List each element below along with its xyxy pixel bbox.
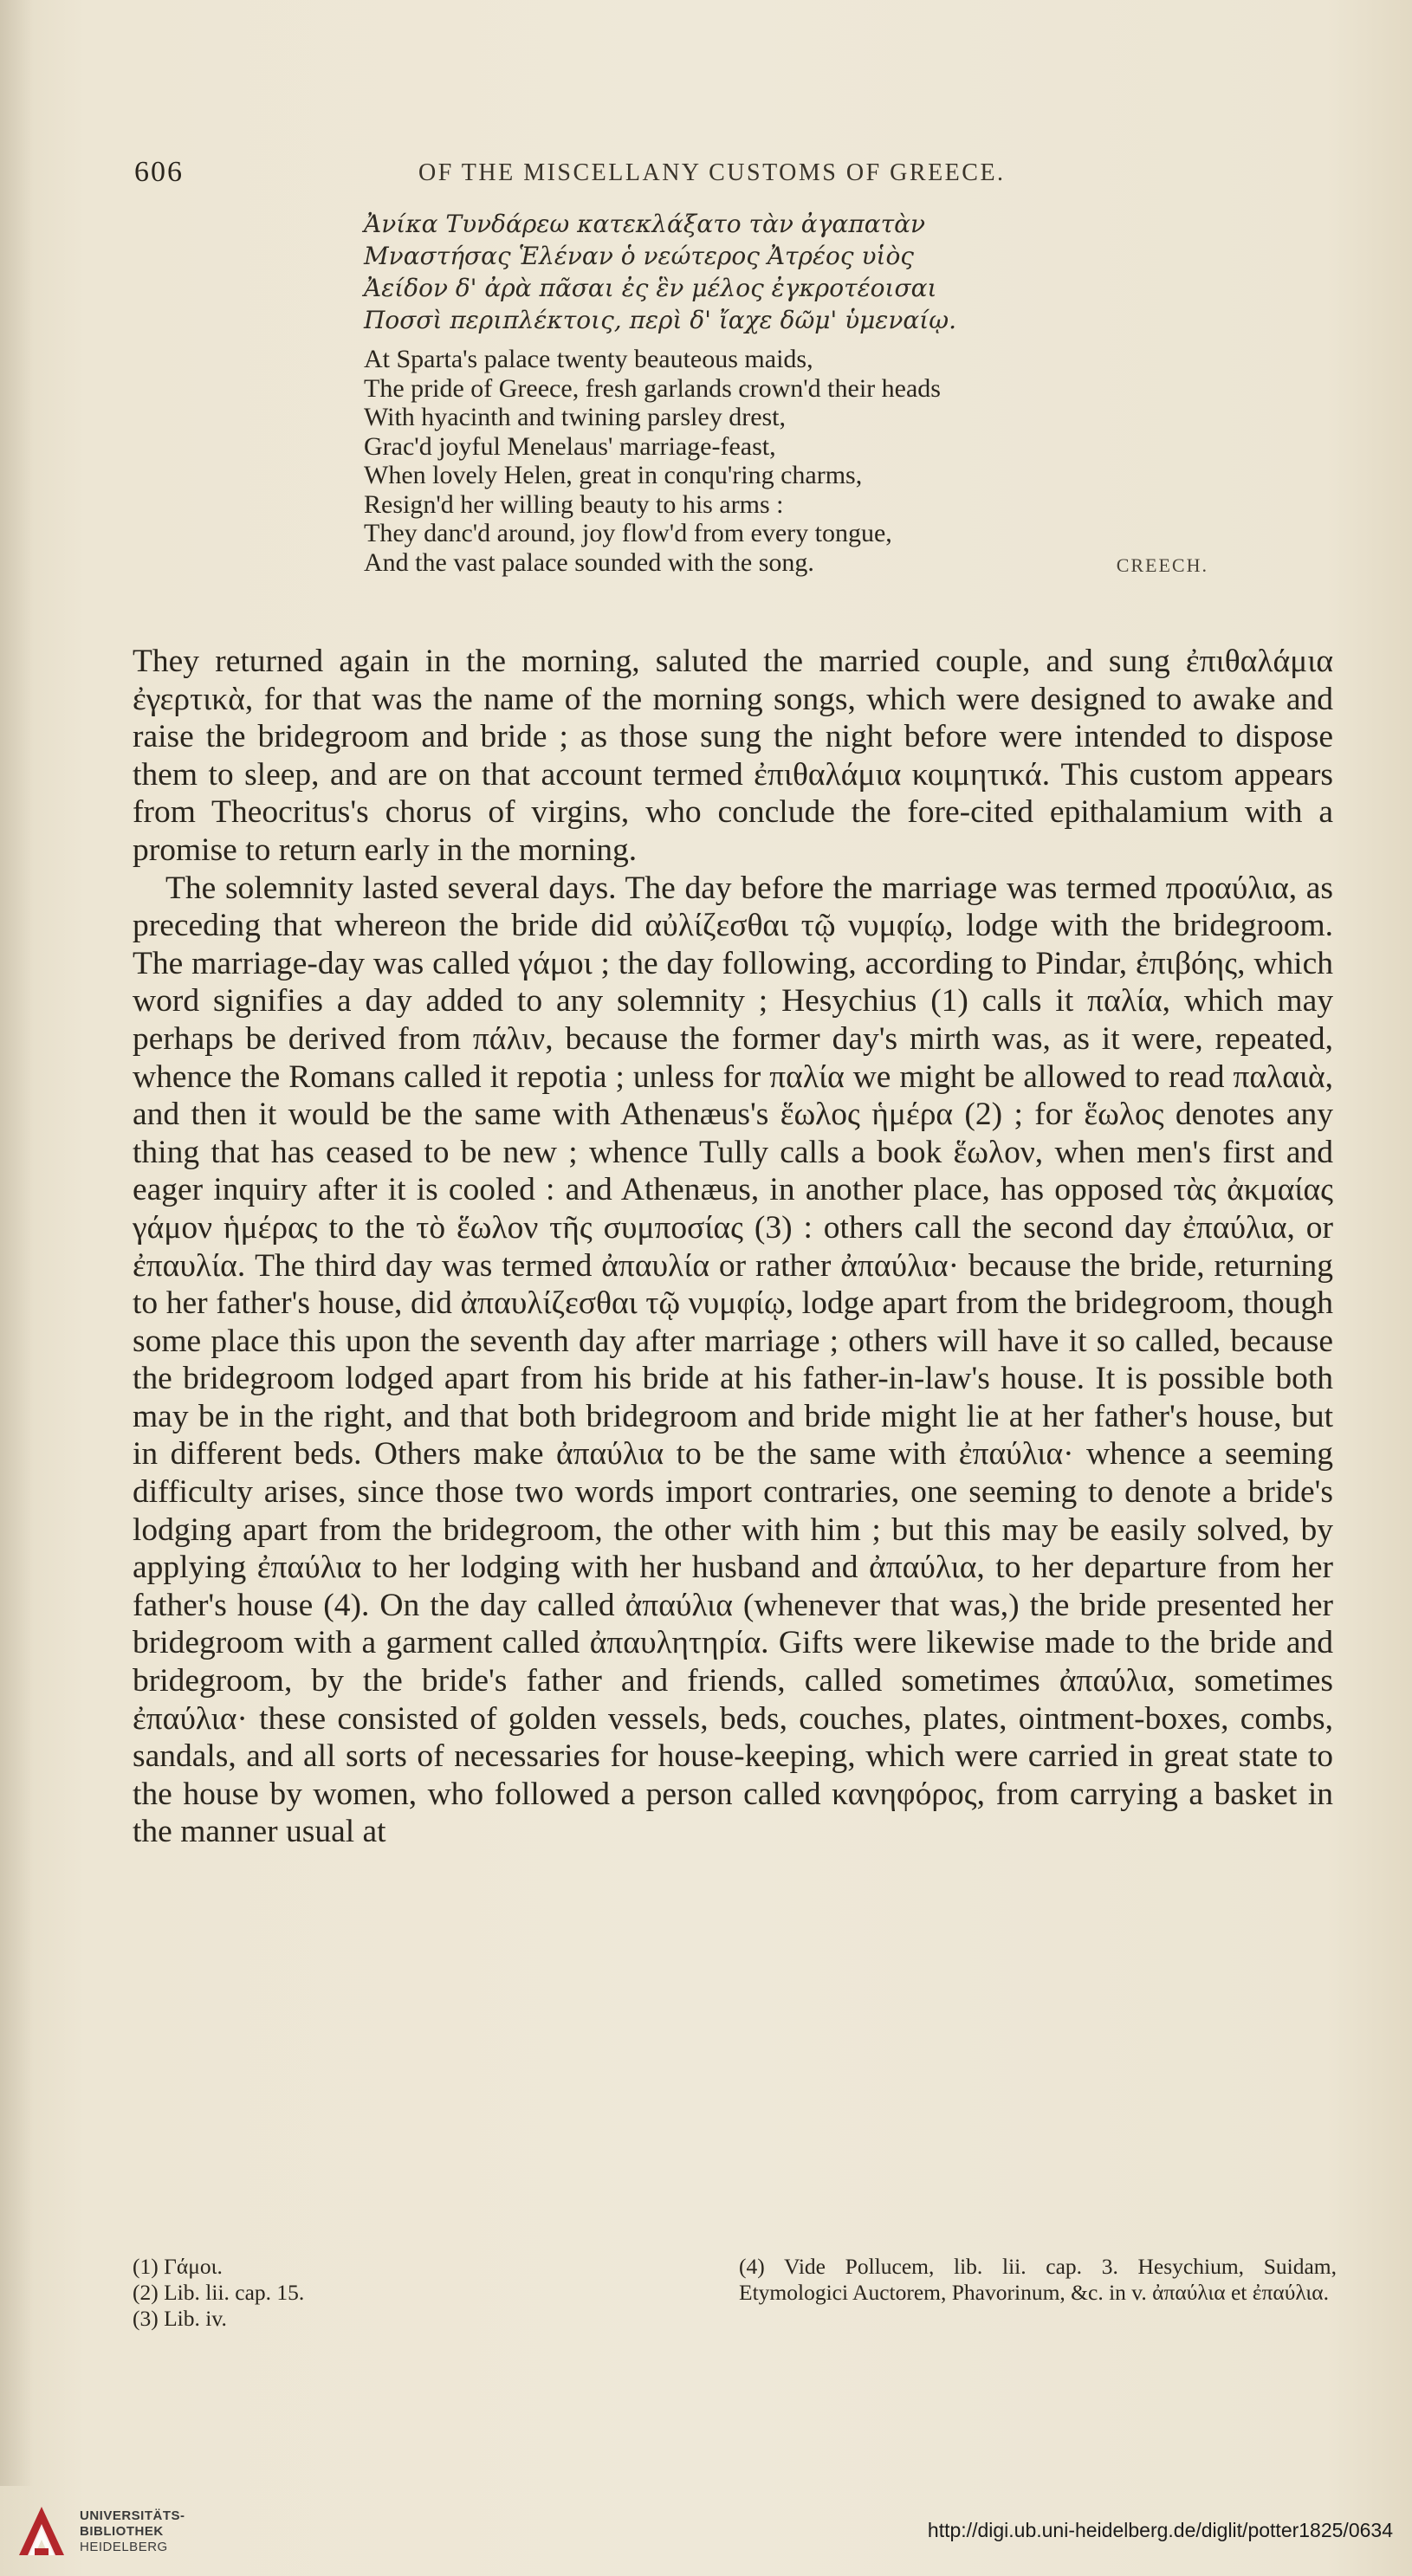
greek-verse-line: Ἀείδον δ' ἀρὰ πᾶσαι ἐς ἓν μέλος ἐγκροτέοισαι [364, 274, 937, 302]
english-verse-line: Resign'd her willing beauty to his arms : [364, 489, 784, 519]
english-verse-line: The pride of Greece, fresh garlands crown'd their heads [364, 373, 941, 403]
library-logo[interactable] [16, 2502, 206, 2562]
english-verse-line: At Sparta's palace twenty beauteous maids, [364, 345, 813, 373]
english-verse-line: When lovely Helen, great in conqu'ring charms, [364, 461, 863, 489]
paragraph: They returned again in the morning, saluted the married couple, and sung ἐπιθαλάμια ἐγερτικὰ, for that was the name of the morning songs, which were designed to awake and raise the bridegroom and bride ; as those sung the night before were intended to dispose them to sleep, and are on that account termed ἐπιθαλάμια κοιμητικά. This custom appears from Theocritus's chorus of virgins, who conclude the fore-cited epithalamium with a promise to return early in the morning. [133, 644, 1333, 868]
footnotes-left-column [133, 2254, 583, 2332]
body-text [133, 643, 1333, 1851]
library-logo-icon [16, 2502, 68, 2559]
verse-credit: CREECH. [1116, 554, 1208, 576]
greek-verse [364, 208, 1230, 336]
library-name-line: HEIDELBERG [80, 2540, 168, 2554]
running-title: OF THE MISCELLANY CUSTOMS OF GREECE. [418, 159, 1006, 186]
footnote: (2) Lib. lii. cap. 15. [133, 2280, 305, 2305]
footnotes-right-column [739, 2254, 1337, 2306]
paragraph: The solemnity lasted several days. The day before the marriage was termed προαύλια, as preceding that whereon the bride did αὐλίζεσθαι τῷ νυμφίῳ, lodge with the bridegroom. The marriage-day was called γάμοι ; the day following, according to Pindar, ἐπιβόης, which word signifies a day added to any solemnity ; Hesychius (1) calls it παλία, which may perhaps be derived from πάλιν, because the former day's mirth was, as it were, repeated, whence the Romans called it repotia ; unless for παλία we might be allowed to read παλαιὰ, and then it would be the same with Athenæus's ἕωλος ἡμέρα (2) ; for ἕωλος denotes any thing that has ceased to be new ; whence Tully calls a book ἕωλον, when men's first and eager inquiry after it is cooled : and Athenæus, in another place, has opposed τὰς ἀκμαίας γάμον ἡμέρας to the τὸ ἕωλον τῆς συμποσίας (3) : others call the second day ἐπαύλια, or ἐπαυλία. The third day was termed ἀπαυλία or rather ἀπαύλια· because the bride, returning to her father's house, did ἀπαυλίζεσθαι τῷ νυμφίῳ, lodge apart from the bridegroom, though some place this upon the seventh day after marriage ; others will have it so called, because the bridegroom lodged apart from his bride at his father-in-law's house. It is possible both may be in the right, and that both bridegroom and bride might lie at her father's house, but in different beds. Others make ἀπαύλια to be the same with ἐπαύλια· whence a seeming difficulty arises, since those two words import contraries, one seeming to denote a bride's lodging apart from the bridegroom, the other with him ; but this may be easily solved, by applying ἐπαύλια to her lodging with her husband and ἀπαύλια, to her departure from her father's house (4). On the day called ἀπαύλια (whenever that was,) the bride presented her bridegroom with a garment called ἀπαυλητηρία. Gifts were likewise made to the bride and bridegroom, by the bride's father and friends, called sometimes ἀπαύλια, sometimes ἐπαύλια· these consisted of golden vessels, beds, couches, plates, ointment-boxes, combs, sandals, and all sorts of necessaries for house-keeping, which were carried in great state to the house by women, who followed a person called κανηφόρος, from carrying a basket in the manner usual at [133, 870, 1333, 1850]
english-verse-line: Grac'd joyful Menelaus' marriage-feast, [364, 431, 776, 461]
library-name-line: BIBLIOTHEK [80, 2524, 164, 2539]
english-verse [364, 345, 1230, 577]
footnote: (1) Γάμοι. [133, 2254, 223, 2279]
verse-quotation [364, 208, 1230, 577]
library-name-line: UNIVERSITÄTS- [80, 2508, 185, 2523]
greek-verse-line: Μναστήσας Ἑλέναν ὁ νεώτερος Ἀτρέος υἱὸς [364, 242, 914, 270]
english-verse-line: With hyacinth and twining parsley drest, [364, 403, 787, 431]
page-number: 606 [134, 156, 184, 188]
footnote: (3) Lib. iv. [133, 2306, 227, 2331]
footnote: (4) Vide Pollucem, lib. lii. cap. 3. Hesychium, Suidam, Etymologici Auctorem, Phavorinum, &c. in v. ἀπαύλια et ἐπαύλια. [739, 2254, 1337, 2305]
english-verse-line: They danc'd around, joy flow'd from every tongue, [364, 519, 892, 547]
permalink-url[interactable]: http://digi.ub.uni-heidelberg.de/diglit/potter1825/0634 [927, 2519, 1393, 2541]
binding-shadow [0, 0, 33, 2486]
greek-verse-line: Ἀνίκα Τυνδάρεω κατεκλάξατο τὰν ἀγαπατὰν [364, 210, 926, 238]
library-name [80, 2508, 185, 2555]
greek-verse-line: Ποσσὶ περιπλέκτοις, περὶ δ' ἴαχε δῶμ' ὑμεναίῳ. [364, 306, 956, 334]
english-verse-line: And the vast palace sounded with the song. [364, 547, 814, 577]
